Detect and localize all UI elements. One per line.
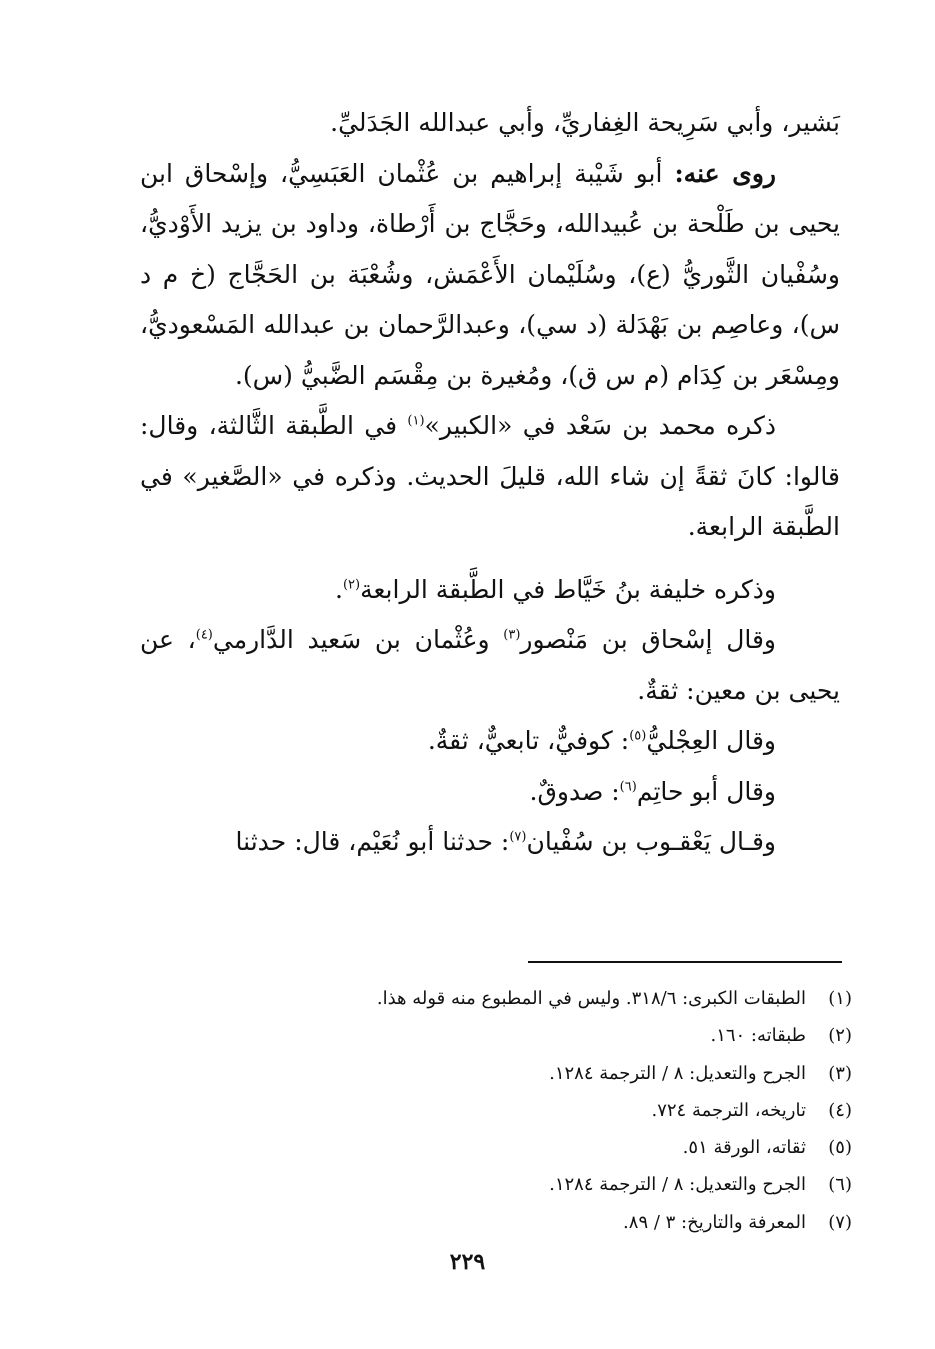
paragraph-ibn-maeen <box>140 615 840 716</box>
paragraph-ijli <box>140 716 840 767</box>
footnote-item <box>140 1204 852 1241</box>
yaqub-text-a: وقـال يَعْقـوب بن سُفْيان <box>526 827 776 856</box>
footnote-number: (٦) <box>828 1174 852 1196</box>
footnote-number: (٢) <box>828 1025 852 1047</box>
footnote-item <box>140 1017 852 1054</box>
footnote-number: (٥) <box>828 1137 852 1159</box>
footnote-ref-5: (٥) <box>629 728 647 744</box>
footnote-ref-2: (٢) <box>342 577 361 593</box>
footnote-number: (٤) <box>828 1099 852 1121</box>
ibn-sad-text-a: ذكره محمد بن سَعْد في «الكبير» <box>424 411 776 440</box>
ibn-sad-text-b: في الطَّبقة الثَّالثة، وقال: قالوا: كانَ ثقةً إن شاء الله، قليلَ الحديث. وذكره في «الصَّغير» في الطَّبقة الرابعة. <box>140 411 840 541</box>
footnotes <box>140 980 852 1241</box>
ibn-maeen-text-a: وقال إسْحاق بن مَنْصور <box>520 625 776 654</box>
footnote-item <box>140 1166 852 1203</box>
footnote-divider <box>528 961 842 963</box>
abu-hatim-text-a: وقال أبو حاتِم <box>636 776 776 806</box>
abu-hatim-text-b: : صدوقٌ. <box>529 776 620 806</box>
khalifa-text-b: . <box>335 574 343 604</box>
footnote-text: ثقاته، الورقة ٥١. <box>682 1137 806 1159</box>
yaqub-text-b: : حدثنا أبو نُعَيْم، قال: حدثنا <box>235 827 510 856</box>
footnote-ref-4: (٤) <box>195 627 213 643</box>
ijli-text-b: : كوفيٌّ، تابعيٌّ، ثقةٌ. <box>427 726 630 755</box>
footnote-item <box>140 1055 852 1092</box>
ibn-maeen-text-b: وعُثْمان بن سَعيد الدَّارمي <box>212 625 504 654</box>
teachers-continuation: بَشير، وأبي سَرِيحة الغِفاريِّ، وأبي عبدالله الجَدَليِّ. <box>330 108 840 137</box>
ijli-text-a: وقال العِجْليُّ <box>646 726 776 755</box>
footnote-item <box>140 1092 852 1129</box>
footnote-ref-1: (١) <box>407 413 425 429</box>
paragraph-teachers-end <box>140 98 840 149</box>
paragraph-khalifa <box>140 565 840 616</box>
main-text <box>140 98 840 868</box>
footnote-number: (٧) <box>828 1211 852 1233</box>
footnote-item <box>140 1129 852 1166</box>
footnote-number: (٣) <box>828 1062 852 1084</box>
footnote-text: الجرح والتعديل: ٨ / الترجمة ١٢٨٤. <box>549 1174 806 1196</box>
narrators-heading: روى عنه: <box>674 158 776 188</box>
footnote-text: طبقاته: ١٦٠. <box>710 1025 806 1047</box>
paragraph-narrators <box>140 149 840 402</box>
footnote-item <box>140 980 852 1017</box>
narrators-list: أبو شَيْبة إبراهيم بن عُثْمان العَبَسِيُّ، وإسْحاق ابن يحيى بن طَلْحة بن عُبيدالله، وحَجَّاج بن أَرْطاة، وداود بن يزيد الأَوْديُّ، وسُفْيان الثَّوريُّ (ع)، وسُلَيْمان الأَعْمَش، وشُعْبَة بن الحَجَّاج (خ م د س)، وعاصِم بن بَهْدَلة (د سي)، وعبدالرَّحمان بن عبدالله المَسْعوديُّ، ومِسْعَر بن كِدَام (م س ق)، ومُغيرة بن مِقْسَم الضَّبيُّ (س). <box>140 158 840 390</box>
footnote-text: المعرفة والتاريخ: ٣ / ٨٩. <box>623 1211 806 1233</box>
paragraph-ibn-sad <box>140 401 840 553</box>
footnote-text: تاريخه، الترجمة ٧٢٤. <box>651 1099 806 1121</box>
footnote-ref-3: (٣) <box>503 627 521 643</box>
footnote-text: الطبقات الكبرى: ٣١٨/٦. وليس في المطبوع منه قوله هذا. <box>376 988 806 1009</box>
paragraph-yaqub <box>140 817 840 868</box>
footnote-ref-7: (٧) <box>509 829 527 845</box>
ibn-maeen-text-c: ، عن يحيى بن معين: ثقةٌ. <box>140 625 840 705</box>
page-number: ٢٢٩ <box>449 1249 486 1275</box>
khalifa-text-a: وذكره خليفة بنُ خَيَّاط في الطَّبقة الرابعة <box>360 574 776 604</box>
footnote-number: (١) <box>828 988 852 1009</box>
footnote-ref-6: (٦) <box>619 779 637 795</box>
paragraph-abu-hatim <box>140 767 840 818</box>
footnote-text: الجرح والتعديل: ٨ / الترجمة ١٢٨٤. <box>549 1062 806 1084</box>
